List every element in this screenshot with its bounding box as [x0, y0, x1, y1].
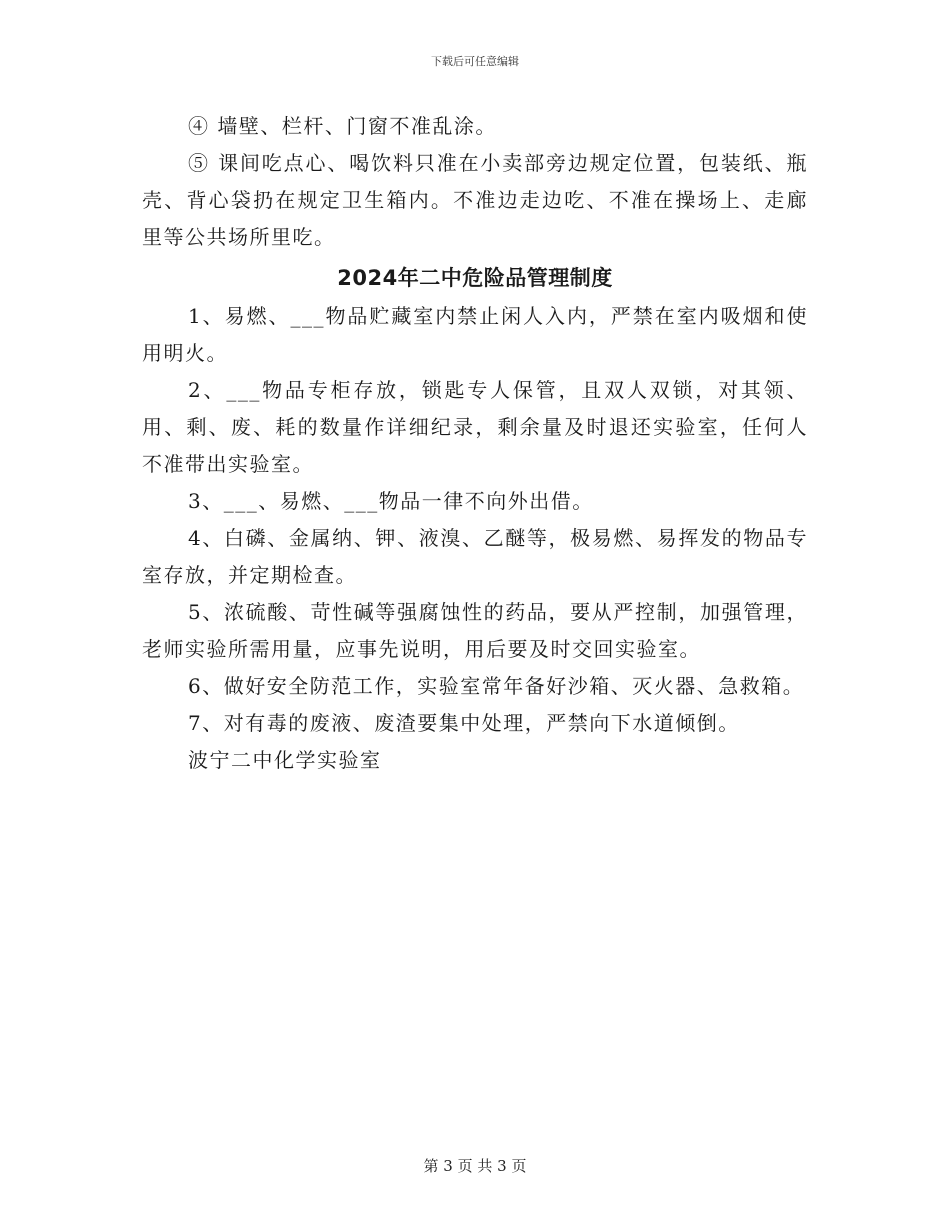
rule-4: 4、白磷、金属纳、钾、液溴、乙醚等，极易燃、易挥发的物品专室存放，并定期检查。	[142, 526, 808, 587]
rule-3: 3、___、易燃、___物品一律不向外出借。	[188, 489, 594, 513]
paragraph-item-5: ⑤ 课间吃点心、喝饮料只准在小卖部旁边规定位置，包装纸、瓶壳、背心袋扔在规定卫生箱内。不准边走边吃、不准在操场上、走廊里等公共场所里吃。	[142, 151, 808, 249]
paragraph-item-4: ④ 墙壁、栏杆、门窗不准乱涂。	[188, 114, 497, 138]
rule-7: 7、对有毒的废液、废渣要集中处理，严禁向下水道倾倒。	[188, 711, 740, 735]
page-number: 第 3 页 共 3 页	[423, 1157, 527, 1175]
rule-5: 5、浓硫酸、苛性碱等强腐蚀性的药品，要从严控制，加强管理，老师实验所需用量，应事先说明，用后要及时交回实验室。	[142, 600, 808, 661]
section-title: 2024年二中危险品管理制度	[337, 266, 613, 290]
rule-1: 1、易燃、___物品贮藏室内禁止闲人入内，严禁在室内吸烟和使用明火。	[142, 304, 808, 365]
rule-6: 6、做好安全防范工作，实验室常年备好沙箱、灭火器、急救箱。	[188, 674, 805, 698]
signature-line: 波宁二中化学实验室	[188, 748, 382, 772]
rule-2: 2、___物品专柜存放，锁匙专人保管，且双人双锁，对其领、用、剩、废、耗的数量作详细纪录，剩余量及时退还实验室，任何人不准带出实验室。	[142, 378, 808, 476]
document-body	[142, 108, 808, 779]
header-note: 下载后可任意编辑	[431, 55, 519, 68]
